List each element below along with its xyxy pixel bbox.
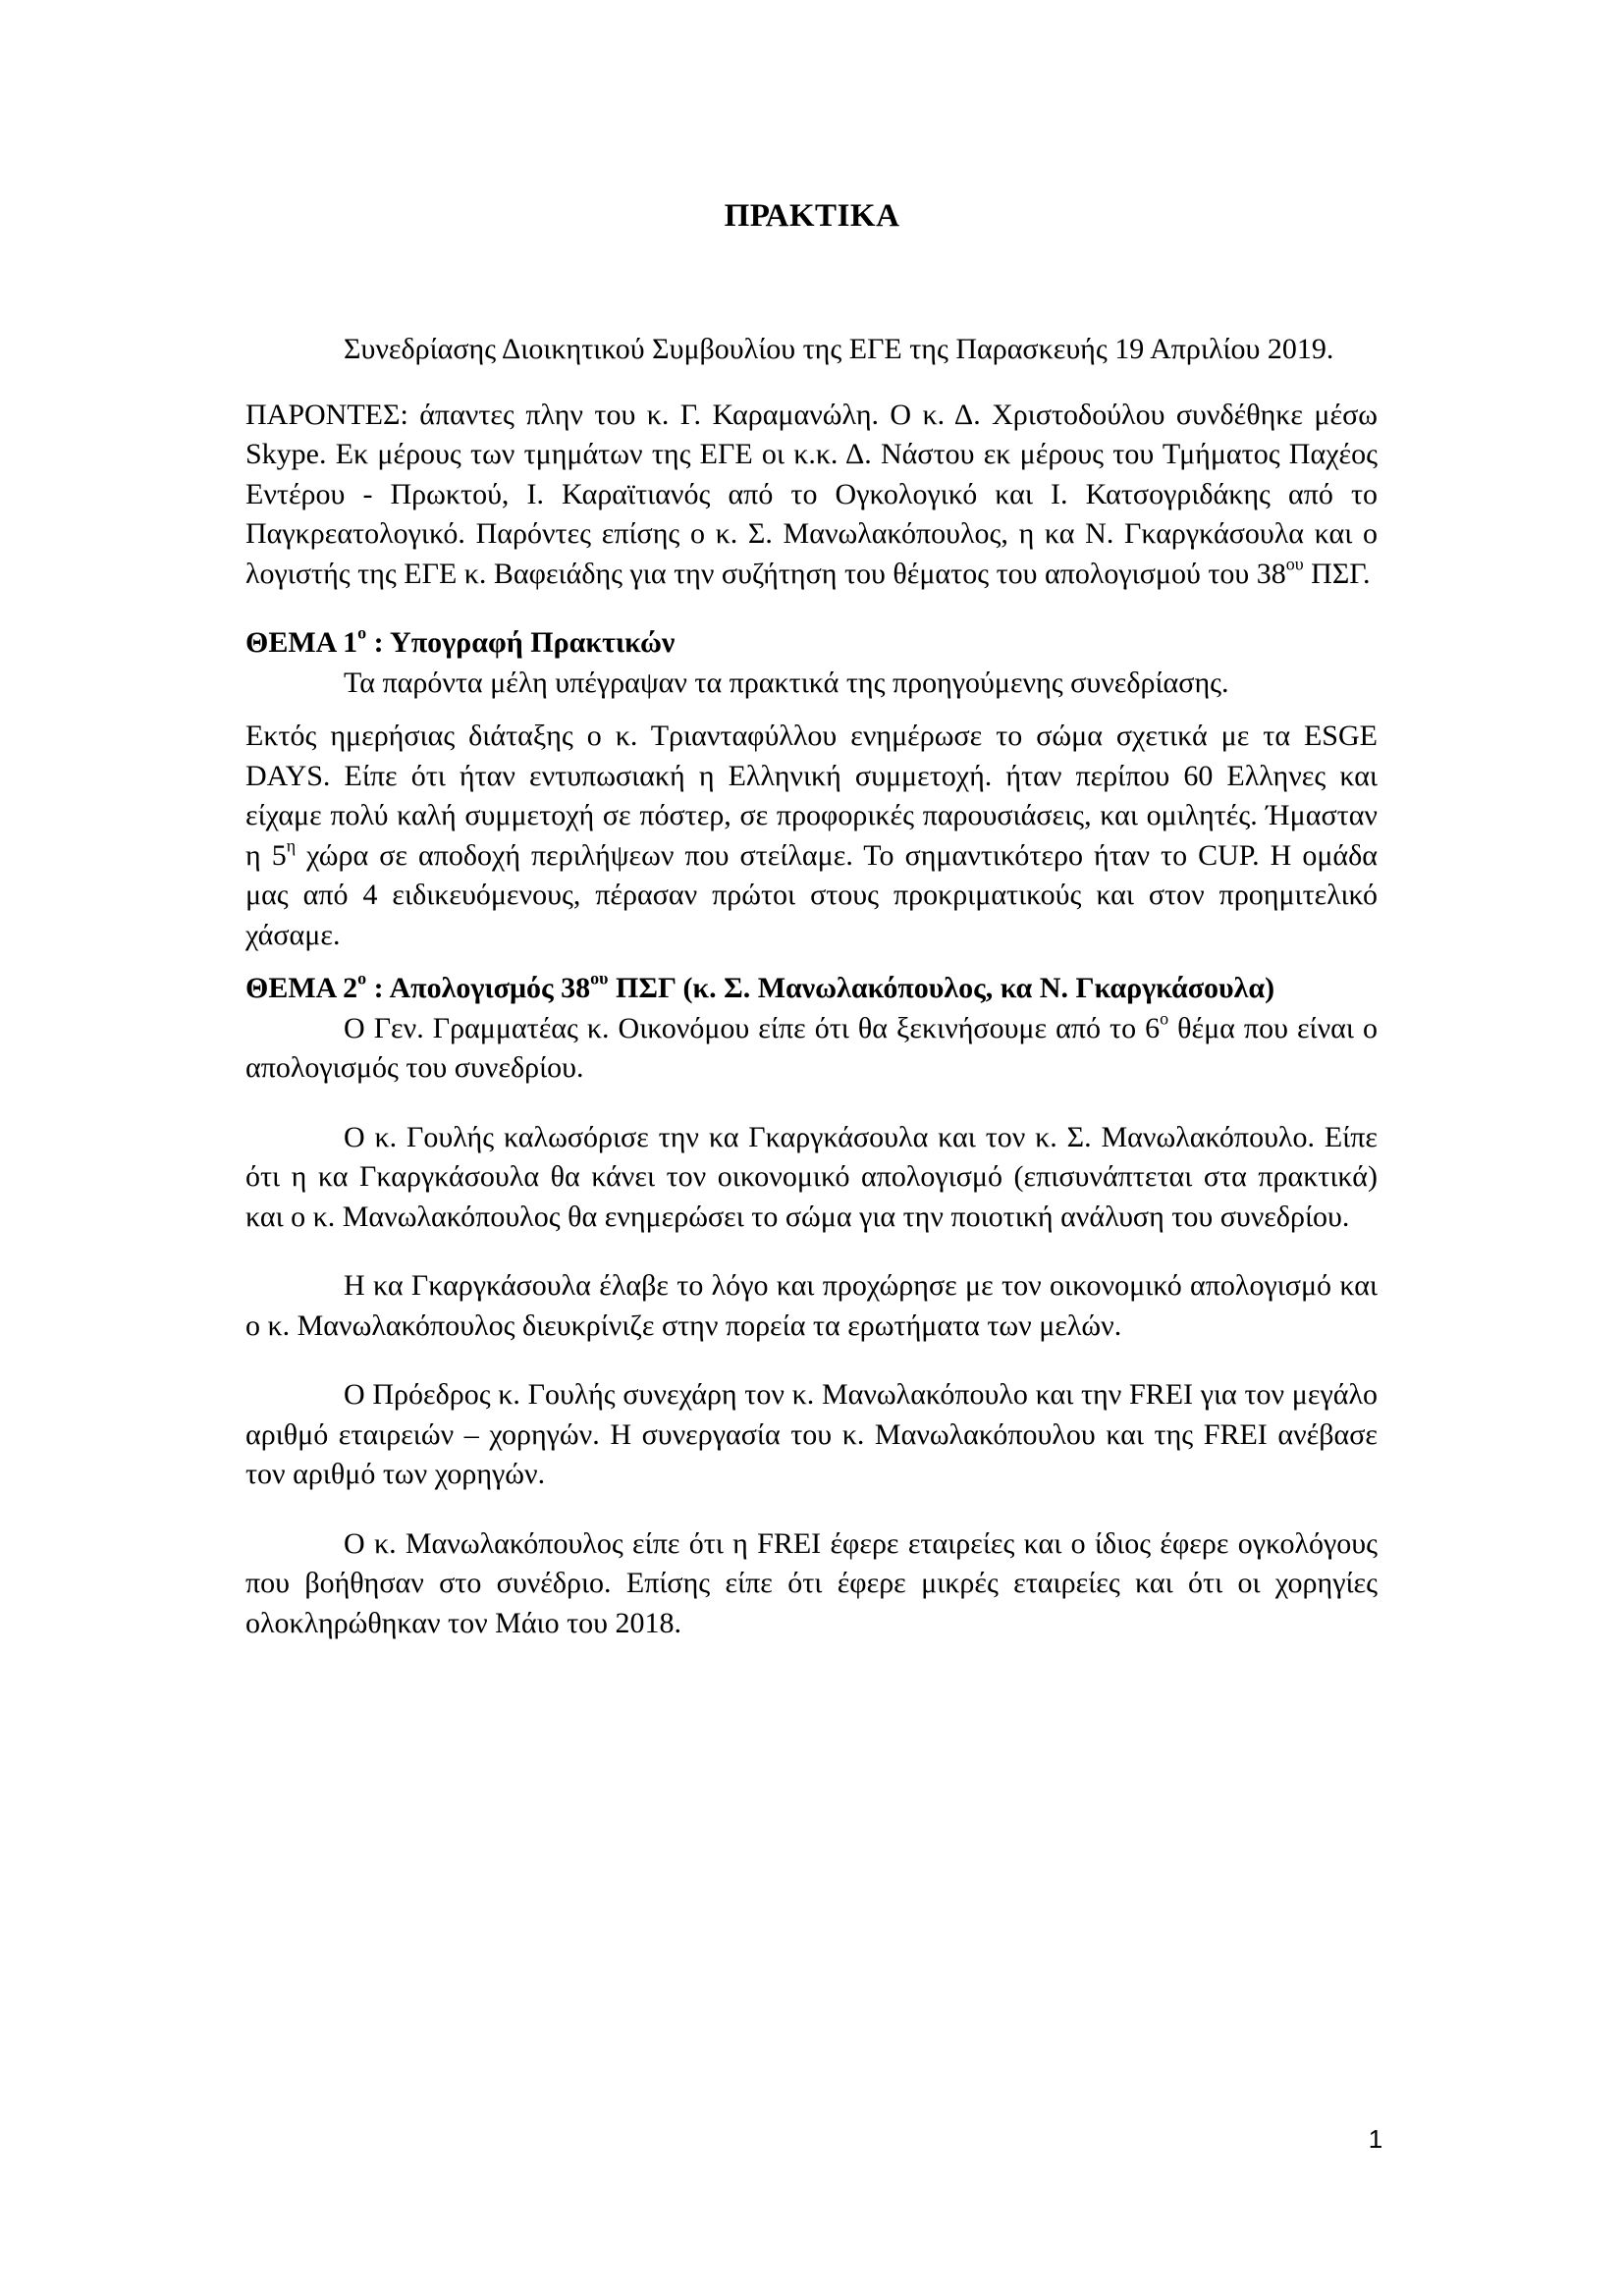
attendees-ordinal-superscript: ου [1285, 554, 1304, 573]
paragraph-text: Ο Γεν. Γραμματέας κ. Οικονόμου είπε ότι θα ξεκινήσουμε από το 6 [344, 1011, 1161, 1044]
topic-2-paragraph-2: Ο κ. Γουλής καλωσόρισε την κα Γκαργκάσουλα και τον κ. Σ. Μανωλακόπουλο. Είπε ότι η κα Γκαργκάσουλα θα κάνει τον οικονομικό απολογισμό (επισυνάπτεται στα πρακτικά) και ο κ. Μανωλακόπουλος θα ενημερώσει το σώμα για την ποιοτική ανάλυση του συνεδρίου. [245, 1120, 1378, 1233]
off-agenda-text-end: χώρα σε αποδοχή περιλήψεων που στείλαμε. Το σημαντικότερο ήταν το CUP. Η ομάδα μας από 4 ειδικευόμενους, πέρασαν πρώτοι στους προκριματικούς και στον προημιτελικό χάσαμε. [245, 838, 1378, 951]
topic-2-ordinal-superscript: ο [357, 968, 367, 988]
attendees-text: ΠΑΡΟΝΤΕΣ: άπαντες πλην του κ. Γ. Καραμανώλη. Ο κ. Δ. Χριστοδούλου συνδέθηκε μέσω Skype. Εκ μέρους των τμημάτων της ΕΓΕ οι κ.κ. Δ. Νάστου εκ μέρους του Τμήματος Παχέος Εντέρου - Πρωκτού, Ι. Καραϊτιανός από το Ογκολογικό και Ι. Κατσογριδάκης από το Παγκρεατολογικό. Παρόντες επίσης ο κ. Σ. Μανωλακόπουλος, η κα Ν. Γκαργκάσουλα και ο λογιστής της ΕΓΕ κ. Βαφειάδης για την συζήτηση του θέματος του απολογισμού του 38 [245, 398, 1378, 590]
topic-2-heading-label: ΘΕΜΑ 2 [245, 972, 358, 1004]
attendees-paragraph [245, 396, 1378, 595]
document-title: ΠΡΑΚΤΙΚΑ [724, 198, 900, 234]
topic-2-paragraph-3: Η κα Γκαργκάσουλα έλαβε το λόγο και προχώρησε με τον οικονομικό απολογισμό και ο κ. Μανωλακόπουλος διευκρίνιζε στην πορεία τα ερωτήματα των μελών. [245, 1269, 1378, 1342]
off-agenda-text: Εκτός ημερήσιας διάταξης ο κ. Τριανταφύλλου ενημέρωσε το σώμα σχετικά με τα ESGE DAYS. Είπε ότι ήταν εντυπωσιακή η Ελληνική συμμετοχή. ήταν περίπου 60 Ελληνες και είχαμε πολύ καλή συμμετοχή σε πόστερ, σε προφορικές παρουσιάσεις, και ομιλητές. Ήμασταν η 5 [245, 720, 1378, 872]
topic-1-heading [245, 623, 1378, 664]
topic-2-paragraph-1 [245, 1009, 1378, 1089]
meeting-intro-paragraph: Συνεδρίασης Διοικητικού Συμβουλίου της ΕΓΕ της Παρασκευής 19 Απριλίου 2019. [344, 333, 1334, 365]
topic-2-paragraph-5: Ο κ. Μανωλακόπουλος είπε ότι η FREI έφερε εταιρείες και ο ίδιος έφερε ογκολόγους που βοήθησαν στο συνέδριο. Επίσης είπε ότι έφερε μικρές εταιρείες και ότι οι χορηγίες ολοκληρώθηκαν τον Μάιο του 2018. [245, 1526, 1378, 1639]
topic-2-heading-rest: ΠΣΓ (κ. Σ. Μανωλακόπουλος, κα Ν. Γκαργκάσουλα) [608, 972, 1275, 1004]
ordinal-superscript: ο [1160, 1008, 1169, 1028]
topic-1-ordinal-superscript: ο [357, 622, 367, 643]
topic-2-paragraph-4: Ο Πρόεδρος κ. Γουλής συνεχάρη τον κ. Μανωλακόπουλο και την FREI για τον μεγάλο αριθμό εταιρειών – χορηγών. Η συνεργασία του κ. Μανωλακόπουλου και της FREI ανέβασε τον αριθμό των χορηγών. [245, 1378, 1378, 1490]
topic-2-heading [245, 969, 1378, 1009]
topic-2-congress-ordinal-superscript: ου [590, 968, 609, 988]
page-number: 1 [1368, 2124, 1383, 2154]
topic-1-heading-title: : Υπογραφή Πρακτικών [366, 626, 676, 659]
off-agenda-paragraph [245, 717, 1378, 955]
off-agenda-ordinal-superscript: η [286, 835, 297, 855]
attendees-text-end: ΠΣΓ. [1303, 557, 1371, 590]
topic-1-paragraph: Τα παρόντα μέλη υπέγραψαν τα πρακτικά της προηγούμενης συνεδρίασης. [344, 666, 1229, 699]
topic-1-heading-label: ΘΕΜΑ 1 [245, 626, 358, 659]
document-body [245, 330, 1378, 1643]
paragraph-text-end: θέμα που είναι ο απολογισμός του συνεδρίου. [245, 1011, 1379, 1084]
topic-2-heading-title: : Απολογισμός 38 [366, 972, 591, 1004]
